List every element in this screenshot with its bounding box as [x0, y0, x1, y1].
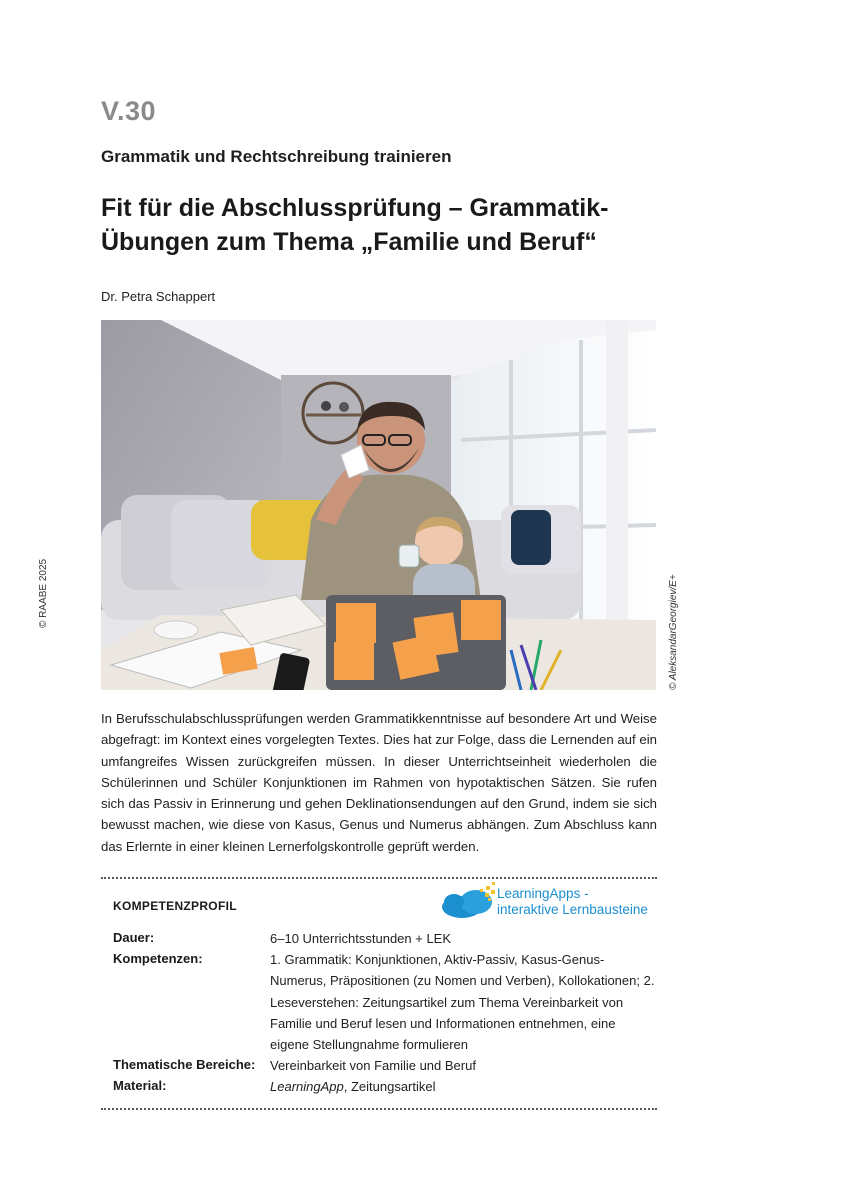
- profile-heading: KOMPETENZPROFIL: [113, 899, 237, 913]
- row-label-material: Material:: [113, 1078, 167, 1093]
- intro-paragraph: In Berufsschulabschlussprüfungen werden Grammatikkenntnisse auf besondere Art und Weise abgefragt: im Kontext eines vorgelegten Textes. Dies hat zur Folge, dass die Lernenden auf ein umfangreifes Wissen zurückgreifen müssen. In dieser Unterrichtseinheit wiederholen die Schülerinnen und Schüler Konjunktionen im Rahmen von hypotaktischen Sätzen. Sie rufen sich das Passiv in Erinnerung und gehen Deklinationsendungen auf den Grund, indem sie sich bewusst machen, wie diese von Kasus, Genus und Numerus abhängen. Zum Abschluss kann das Erlernte in einer kleinen Lernerfolgskontrolle geprüft werden.: [101, 711, 657, 854]
- row-value-dauer: 6–10 Unterrichtsstunden + LEK: [270, 931, 452, 946]
- material-rest: , Zeitungsartikel: [343, 1079, 436, 1094]
- cover-photo: [101, 320, 656, 690]
- copyright-note: © RAABE 2025: [38, 558, 49, 628]
- row-value-material: [270, 1076, 655, 1097]
- row-label-dauer: Dauer:: [113, 930, 155, 945]
- series-title: Grammatik und Rechtschreibung trainieren: [101, 147, 452, 166]
- divider-top: [101, 877, 657, 879]
- row-label-kompetenzen: Kompetenzen:: [113, 951, 203, 966]
- unit-code: V.30: [101, 96, 157, 126]
- row-label-thematische-bereiche: Thematische Bereiche:: [113, 1057, 256, 1072]
- material-app-name: LearningApp: [270, 1079, 344, 1094]
- learningapps-logo-text: [497, 886, 648, 918]
- row-value-thematische-bereiche: Vereinbarkeit von Familie und Beruf: [270, 1058, 476, 1073]
- logo-line-1: LearningApps -: [497, 886, 589, 901]
- divider-bottom: [101, 1108, 657, 1110]
- row-value-kompetenzen: 1. Grammatik: Konjunktionen, Aktiv-Passiv, Kasus-Genus-Numerus, Präpositionen (zu Nomen und Verben), Kollokationen; 2. Leseverstehen: Zeitungsartikel zum Thema Vereinbarkeit von Familie und Beruf lesen und Informationen entnehmen, eine eigene Stellungnahme formulieren: [270, 952, 655, 1053]
- logo-line-2: interaktive Lernbausteine: [497, 902, 648, 917]
- page-title: Fit für die Abschlussprüfung – Grammatik-Übungen zum Thema „Familie und Beruf“: [101, 194, 609, 256]
- photo-credit: © AleksandarGeorgiev/E+: [668, 574, 679, 690]
- author: Dr. Petra Schappert: [101, 289, 216, 304]
